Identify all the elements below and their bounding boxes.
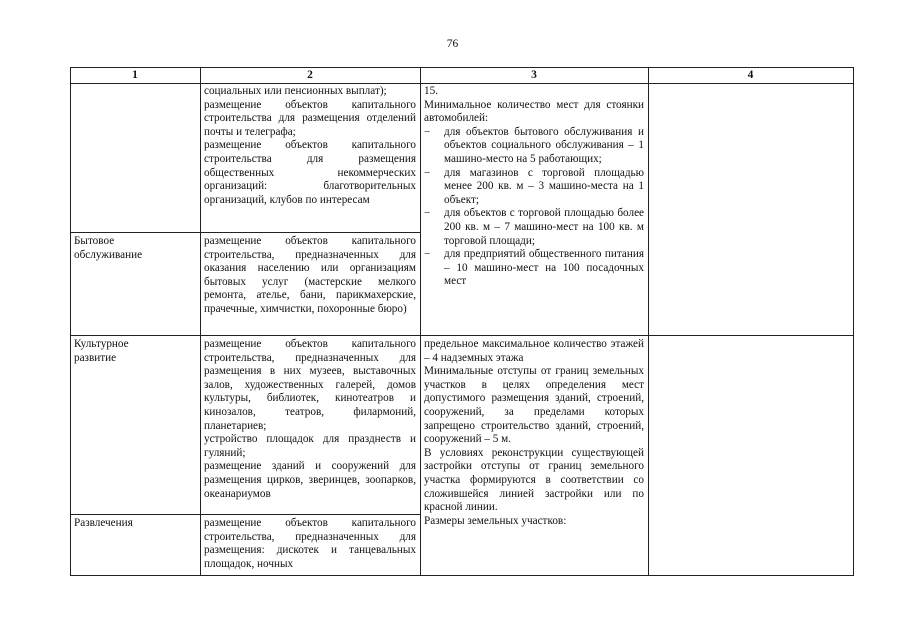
row-divider-3 <box>70 514 420 515</box>
col3-list-item-1: − для объектов бытового обслуживания и объектов социального обслуживания – 1 машино-место на 5 работающих; <box>424 126 644 167</box>
row-label-entertainment: Развлечения <box>74 517 133 529</box>
header-col-1: 1 <box>132 69 138 81</box>
table-border-top <box>70 67 853 68</box>
page-number: 76 <box>446 38 459 50</box>
table-border-bottom <box>70 575 853 576</box>
col3-block-1 <box>424 85 644 289</box>
col2-block-3-p3: размещение зданий и сооружений для размещения цирков, зверинцев, зоопарков, океанариумов <box>204 460 416 500</box>
table-border-right <box>853 67 854 576</box>
col3-list-item-2: − для магазинов с торговой площадью менее 200 кв. м – 3 машино-места на 1 объект; <box>424 167 644 208</box>
col2-block-3-p2: устройство площадок для празднеств и гуляний; <box>204 433 416 459</box>
header-col-4: 4 <box>747 69 754 81</box>
col3-block-2 <box>424 338 644 528</box>
col3-block-2-p4: Размеры земельных участков: <box>424 514 567 527</box>
col2-block-3 <box>204 338 416 501</box>
row-label-personal-services: Бытовое обслуживание <box>74 235 143 261</box>
col3-block-2-p2: Минимальные отступы от границ земельных участков в целях определения мест допустимого размещения зданий, строений, сооружений, за пределами которых запрещено строительство зданий, строений, сооружений – 5 м. <box>424 365 644 446</box>
column-divider-2 <box>420 67 421 576</box>
zoning-table <box>70 67 853 576</box>
column-divider-1 <box>200 67 201 576</box>
col2-block-3-p1: размещение объектов капитального строительства, предназначенных для размещения в них музеев, выставочных залов, художественных галерей, домов культуры, библиотек, кинотеатров и кинозалов, театров, филармоний, планетариев; <box>204 338 416 432</box>
row-label-culture: Культурное развитие <box>74 338 129 364</box>
col3-block-2-p3: В условиях реконструкции существующей застройки отступы от границ земельного участка формируются в соответствии со сложившейся линией застройки или по красной линии. <box>424 446 644 514</box>
col2-block-1-p3: размещение объектов капитального строительства для размещения общественных некоммерческих организаций: благотворительных организаций, клубов по интересам <box>204 139 416 206</box>
header-divider <box>70 83 853 84</box>
col3-block-1-intro2: Минимальное количество мест для стоянки автомобилей: <box>424 98 644 125</box>
table-border-left <box>70 67 71 576</box>
row-divider-1 <box>70 232 420 233</box>
column-divider-3 <box>648 67 649 576</box>
col3-list-item-3: − для объектов с торговой площадью более 200 кв. м – 7 машино-мест на 100 кв. м торговой площади; <box>424 207 644 248</box>
col3-list-item-4: − для предприятий общественного питания – 10 машино-мест на 100 посадочных мест <box>424 248 644 289</box>
col2-block-1 <box>204 85 416 207</box>
header-col-3: 3 <box>531 69 537 81</box>
col2-block-2-p1: размещение объектов капитального строительства, предназначенных для оказания населению или организациям бытовых услуг (мастерские мелкого ремонта, ателье, бани, парикмахерские, прачечные, химчистки, похоронные бюро) <box>204 235 416 315</box>
row-divider-2 <box>70 335 853 336</box>
col3-block-1-intro1: 15. <box>424 85 438 97</box>
col2-block-2 <box>204 235 416 317</box>
header-col-2: 2 <box>307 69 313 81</box>
col2-block-1-p2: размещение объектов капитального строительства для размещения отделений почты и телеграфа; <box>204 98 416 138</box>
col2-block-4 <box>204 517 416 571</box>
col2-block-4-p1: размещение объектов капитального строительства, предназначенных для размещения: дискотек и танцевальных площадок, ночных <box>204 517 416 570</box>
col3-block-2-p1: предельное максимальное количество этажей – 4 надземных этажа <box>424 338 644 364</box>
col2-block-1-p1: социальных или пенсионных выплат); <box>204 85 387 97</box>
